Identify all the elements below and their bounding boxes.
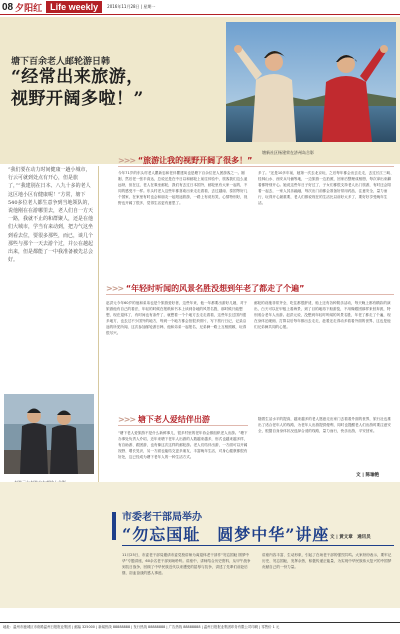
arrow-icon: >>>	[118, 415, 136, 424]
section-1-heading	[118, 155, 252, 166]
bottom-story-rule	[122, 545, 394, 546]
headline-line-2: 视野开阔多啦！”	[11, 89, 144, 109]
section-badge: Life weekly	[46, 1, 102, 13]
bottom-story-kicker: 市委老干部局举办	[122, 512, 202, 523]
bottom-story-text-col-1: 11月25日，市委老干部局邀请市委党校讲师为离退休老干部作“勿忘国耻 圆梦中华”专题讲座，60余名老干部到场聆听。讲座中，讲师结合历史资料，从甲午战争到抗日战争，回顾了中华民族近代以来遭受的屈辱与抗争，讲述了先辈们前赴后继、浴血奋战的感人事迹。	[122, 553, 251, 575]
section-3-text-col-1: “塘下老人爱旅游不是什么新鲜事儿，很多村里的老年协会都组织老人出游。”塘下办事处负责人介绍，近年来塘下老年人出游的人数越来越多，形式也越来越多样，有自助游、跟团游，也有像这次这样的邮轮游。老人们结伴出游，一方面可以开阔视野、增长见识，另一方面也能结交更多朋友，丰富晚年生活，对身心健康都很有好处，这已经成为塘下老年人的一种生活方式。	[118, 431, 248, 459]
top-story-headline	[11, 66, 144, 110]
pull-quote: “我们要在动力时间健康一趟小城市，行云可就到处点有开心，但是旅了，”“我建别在日本、八九十多的老人这区地小区有健康呢！”方常，塘下540多位老人都生意争到当地领队的，说他刚在在游哪里去，老人们自一方天一路，我就不止的和群聚人，还是在他们大城市，学当有来动到，把力气这坐到看去位，要很多那些，而已，谈几个那些与那个一天去游个过，并公在越起出来，但是都能了一中我准备被先总会好。	[8, 167, 94, 264]
section-3-heading	[118, 414, 210, 425]
section-1-title: “旅游让我的视野开阔了很多！”	[137, 156, 253, 165]
page-number: 08	[2, 1, 14, 13]
masthead	[0, 0, 400, 14]
bottom-story-byline: 文 | 黄文章 通讯员	[330, 535, 371, 540]
arrow-icon: >>>	[118, 156, 136, 165]
bottom-story-accent	[112, 512, 116, 540]
main-photo-caption: 塘新社区杨建荣在济州岛合影	[262, 150, 314, 155]
bottom-story-text-col-2: 讲座内容丰富、生动形象，引起了在场老干部的强烈共鸣。大家纷纷表示，要牢记历史、勿忘国耻，发挥余热，积极传递正能量，为实现中华民族伟大复兴的中国梦贡献自己的一份力量。	[262, 553, 392, 569]
section-3-text-col-2: 随着生活水平的提高，越来越多的老人愿意走出家门去看看外面的世界，旅行社也推出了适合老年人的线路，为老年人出游提供便利，同时也提醒老人们出游时要注意安全，根据自身身体状况选择合适的线路，量力而行，快乐出游，平安回家。	[258, 417, 391, 433]
issue-date: 2016年11月28日 | 星期一	[107, 4, 156, 9]
left-photo	[4, 394, 94, 474]
section-3-title: 塘下老人爱结伴出游	[137, 415, 210, 424]
headline-line-1: “经常出来旅游，	[11, 67, 144, 87]
top-story-kicker: 塘下百余老人邮轮游日韩	[11, 57, 111, 67]
section-1-rule	[118, 166, 394, 167]
section-2-text-col-2: 邮轮的设施非常齐全，吃住都很舒适，船上还有各种娱乐活动，每天晚上都有精彩的演出，白天可以在甲板上看海景，到了目的地再下船游览，不用像跟团那样来回奔波，特别适合老年人出游。赵洪元说，没想到年轻时听闻的风景名胜，年老了都走了个遍，现在身体还硬朗，打算以后每年都出去走走，趁着还走得动多看看外面的世界，这也是他们兄弟俩共同的心愿。	[254, 301, 391, 329]
bottom-story-headline: “勿忘国耻 圆梦中华”讲座	[122, 525, 330, 544]
masthead-divider	[0, 14, 400, 15]
section-3-rule	[118, 425, 248, 426]
footer-divider	[0, 622, 400, 623]
section-2-title: “年轻时听闻的风景名胜没想到年老了都走了个遍”	[125, 284, 305, 293]
section-2-text-col-1: 赵洪元今年60岁的他和弟弟也是个旅游爱好者，这些年来，他一年都要出游好几趟，对于旅游他有自己的看法，年轻的时候在报纸和书本上读到各地的风景名胜，那时候只能想想，现在退休了，有时间也有条件了，就想着一个个地方去走走看看，这些年去过国内很多地方，也去过不少国外的地方，每到一个地方都会拍很多照片，写下旅行日记，记录沿途的所见所闻，这次参加邮轮游日韩，他和弟弟一起报名，兄弟俩一路上互相照顾，玩得很尽兴。	[106, 301, 248, 335]
section-2-heading	[106, 283, 304, 294]
section-1-text-col-2: 多了。”还是10多年前，她第一次去北京玩，之后每年都会出去走走，去过长江三峡、桂林山水、西安兵马俑等地，一边旅游一边拍照，回家后整理成相册，每次拿出来翻看都特别开心。她说这些年日子好过了，子女们都很支持老人出门旅游，有时还会陪着一起去，一家人其乐融融，每次出门前都会准备好常用药品，注意安全，量力而行，玩得开心最重要，老人们都说现在的生活比以前好太多了，要好好享受晚年生活。	[258, 171, 394, 205]
main-photo	[226, 22, 396, 142]
section-2-rule	[106, 294, 394, 295]
footer-info: 地址：温州市鹿城区市府路温州日报报业集团 | 邮编 325000 | 新闻热线 88888888 | 发行热线 88888888 | 广告热线 88888888 | 温州日报报业集团印务有限公司印刷 | 零售价 1 元	[3, 625, 280, 629]
section-3-signature: 文 | 陈瑜艳	[356, 473, 380, 478]
paper-name: 夕阳红	[15, 3, 43, 14]
section-1-text-col-1: 今年71岁的东头村老人瞿新忠和老伴瞿建凤也是塘下百余位老人团游客之一。刚刚，然后老一张半高达，总说还是在中日以和邮轮上前往体验中，旅客我们这么遥远呀，但在这，老人在乘坐邮轮，我们有去过日本国外，邮轮里有大家一起的，不同的感受不一样。东头村老人这些年都喜欢出来走走看看，去过越南、泰国等好几个国家，在家里有时也会和朋友一起短途旅游，一路上有说有笑，心情特别好，视野也开阔了很多，觉得生活更有意思了。	[118, 171, 248, 205]
arrow-icon: >>>	[106, 284, 124, 293]
